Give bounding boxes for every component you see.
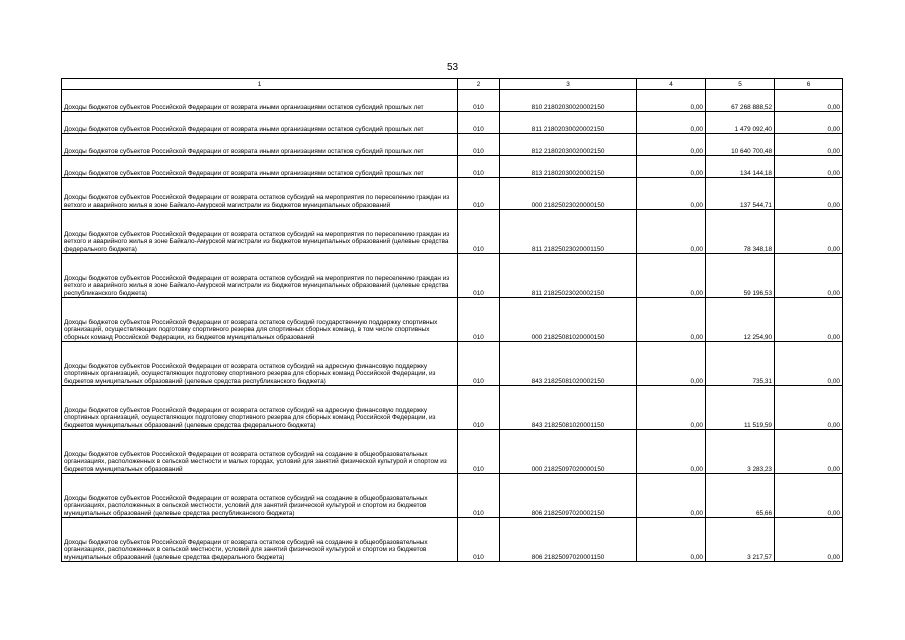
column-header-2: 2 [458,79,500,90]
table-cell-c5: 137 544,71 [706,178,775,210]
table-cell-line: 010 [458,518,500,562]
table-cell-name: Доходы бюджетов субъектов Российской Федерации от возврата остатков субсидий на создание в общеобразовательных организациях, расположенных в сельской местности и малых городах, условий для занятий физической культурой и спортом из бюджетов муниципальных образований [62,430,458,474]
table-cell-line: 010 [458,430,500,474]
table-row [62,156,843,178]
table-row [62,430,843,474]
table-cell-c4: 0,00 [637,254,706,298]
table-cell-c5: 735,31 [706,342,775,386]
table-cell-line: 010 [458,112,500,134]
table-header-row [62,79,843,90]
table-cell-code: 810 21802030020002150 [500,90,637,112]
table-cell-line: 010 [458,90,500,112]
column-header-1: 1 [62,79,458,90]
table-cell-code: 806 21825097020002150 [500,474,637,518]
table-row [62,386,843,430]
table-cell-code: 000 21825023020000150 [500,178,637,210]
table-cell-c6: 0,00 [775,134,843,156]
table-row [62,112,843,134]
table-row [62,134,843,156]
table-cell-c4: 0,00 [637,386,706,430]
table-cell-name: Доходы бюджетов субъектов Российской Федерации от возврата остатков субсидий на мероприятия по переселению граждан из ветхого и аварийного жилья в зоне Байкало-Амурской магистрали из бюджетов муниципальных образований (целевые средства федерального бюджета) [62,210,458,254]
table-cell-code: 813 21802030020002150 [500,156,637,178]
table-cell-c4: 0,00 [637,134,706,156]
table-cell-c6: 0,00 [775,298,843,342]
table-cell-line: 010 [458,298,500,342]
table-cell-c5: 67 268 888,52 [706,90,775,112]
table-cell-code: 811 21802030020002150 [500,112,637,134]
table-cell-code: 806 21825097020001150 [500,518,637,562]
table-cell-line: 010 [458,474,500,518]
table-cell-name: Доходы бюджетов субъектов Российской Федерации от возврата остатков субсидий на мероприятия по переселению граждан из ветхого и аварийного жилья в зоне Байкало-Амурской магистрали из бюджетов муниципальных образований [62,178,458,210]
table-row [62,90,843,112]
table-cell-c6: 0,00 [775,112,843,134]
table-cell-c5: 59 196,53 [706,254,775,298]
table-row [62,298,843,342]
table-cell-c5: 3 283,23 [706,430,775,474]
table-cell-c6: 0,00 [775,386,843,430]
table-cell-c6: 0,00 [775,474,843,518]
table-cell-c6: 0,00 [775,210,843,254]
page-number: 53 [446,62,459,73]
table-cell-code: 811 21825023020001150 [500,210,637,254]
table-cell-c4: 0,00 [637,474,706,518]
table-cell-name: Доходы бюджетов субъектов Российской Федерации от возврата иными организациями остатков субсидий прошлых лет [62,134,458,156]
column-header-6: 6 [775,79,843,90]
table-cell-line: 010 [458,254,500,298]
table-cell-name: Доходы бюджетов субъектов Российской Федерации от возврата остатков субсидий на мероприятия по переселению граждан из ветхого и аварийного жилья в зоне Байкало-Амурской магистрали из бюджетов муниципальных образований (целевые средства республиканского бюджета) [62,254,458,298]
table-cell-c4: 0,00 [637,112,706,134]
table-row [62,178,843,210]
table-cell-line: 010 [458,342,500,386]
column-header-4: 4 [637,79,706,90]
table-cell-c4: 0,00 [637,210,706,254]
table-cell-code: 000 21825081020000150 [500,298,637,342]
table-cell-c6: 0,00 [775,254,843,298]
table-cell-name: Доходы бюджетов субъектов Российской Федерации от возврата остатков субсидий на создание в общеобразовательных организациях, расположенных в сельской местности, условий для занятий физической культурой и спортом из бюджетов муниципальных образований (целевые средства федерального бюджета) [62,518,458,562]
table-cell-line: 010 [458,386,500,430]
table-cell-c5: 1 479 092,40 [706,112,775,134]
table-cell-c5: 134 144,18 [706,156,775,178]
table-cell-name: Доходы бюджетов субъектов Российской Федерации от возврата остатков субсидий на создание в общеобразовательных организациях, расположенных в сельской местности, условий для занятий физической культурой и спортом из бюджетов муниципальных образований (целевые средства республиканского бюджета) [62,474,458,518]
table-cell-c4: 0,00 [637,156,706,178]
table-row [62,474,843,518]
table-cell-line: 010 [458,210,500,254]
table-cell-c5: 78 348,18 [706,210,775,254]
table-cell-c6: 0,00 [775,518,843,562]
table-row [62,210,843,254]
table-cell-c4: 0,00 [637,298,706,342]
table-cell-c6: 0,00 [775,430,843,474]
table-cell-c4: 0,00 [637,178,706,210]
table-cell-c4: 0,00 [637,430,706,474]
income-report-table [61,78,843,562]
table-cell-code: 812 21802030020002150 [500,134,637,156]
table-cell-c6: 0,00 [775,156,843,178]
table-row [62,254,843,298]
table-cell-c6: 0,00 [775,178,843,210]
table-cell-name: Доходы бюджетов субъектов Российской Федерации от возврата остатков субсидий на адресную финансовую поддержку спортивных организаций, осуществляющих подготовку спортивного резерва для сборных команд Российской Федерации, из бюджетов муниципальных образований (целевые средства федерального бюджета) [62,386,458,430]
table-cell-c6: 0,00 [775,342,843,386]
table-cell-c5: 12 254,90 [706,298,775,342]
table-cell-name: Доходы бюджетов субъектов Российской Федерации от возврата иными организациями остатков субсидий прошлых лет [62,112,458,134]
table-cell-line: 010 [458,178,500,210]
table-cell-name: Доходы бюджетов субъектов Российской Федерации от возврата иными организациями остатков субсидий прошлых лет [62,156,458,178]
table-cell-c5: 11 519,59 [706,386,775,430]
table-cell-code: 843 21825081020001150 [500,386,637,430]
column-header-3: 3 [500,79,637,90]
table-cell-c6: 0,00 [775,90,843,112]
table-cell-name: Доходы бюджетов субъектов Российской Федерации от возврата остатков субсидий на адресную финансовую поддержку спортивных организаций, осуществляющих подготовку спортивного резерва для сборных команд Российской Федерации, из бюджетов муниципальных образований (целевые средства республиканского бюджета) [62,342,458,386]
table-row [62,342,843,386]
table-cell-line: 010 [458,156,500,178]
table-cell-code: 000 21825097020000150 [500,430,637,474]
column-header-5: 5 [706,79,775,90]
table-cell-line: 010 [458,134,500,156]
table-row [62,518,843,562]
table-cell-name: Доходы бюджетов субъектов Российской Федерации от возврата остатков субсидий государственную поддержку спортивных организаций, осуществляющих подготовку спортивного резерва для спортивных сборных команд, в том числе спортивных сборных команд Российской Федерации, из бюджетов муниципальных образований [62,298,458,342]
table-cell-code: 811 21825023020002150 [500,254,637,298]
table-cell-code: 843 21825081020002150 [500,342,637,386]
table-cell-c5: 10 640 700,48 [706,134,775,156]
table-cell-c4: 0,00 [637,518,706,562]
table-cell-c4: 0,00 [637,90,706,112]
table-cell-c4: 0,00 [637,342,706,386]
table-cell-name: Доходы бюджетов субъектов Российской Федерации от возврата иными организациями остатков субсидий прошлых лет [62,90,458,112]
table-cell-c5: 3 217,57 [706,518,775,562]
table-cell-c5: 65,66 [706,474,775,518]
